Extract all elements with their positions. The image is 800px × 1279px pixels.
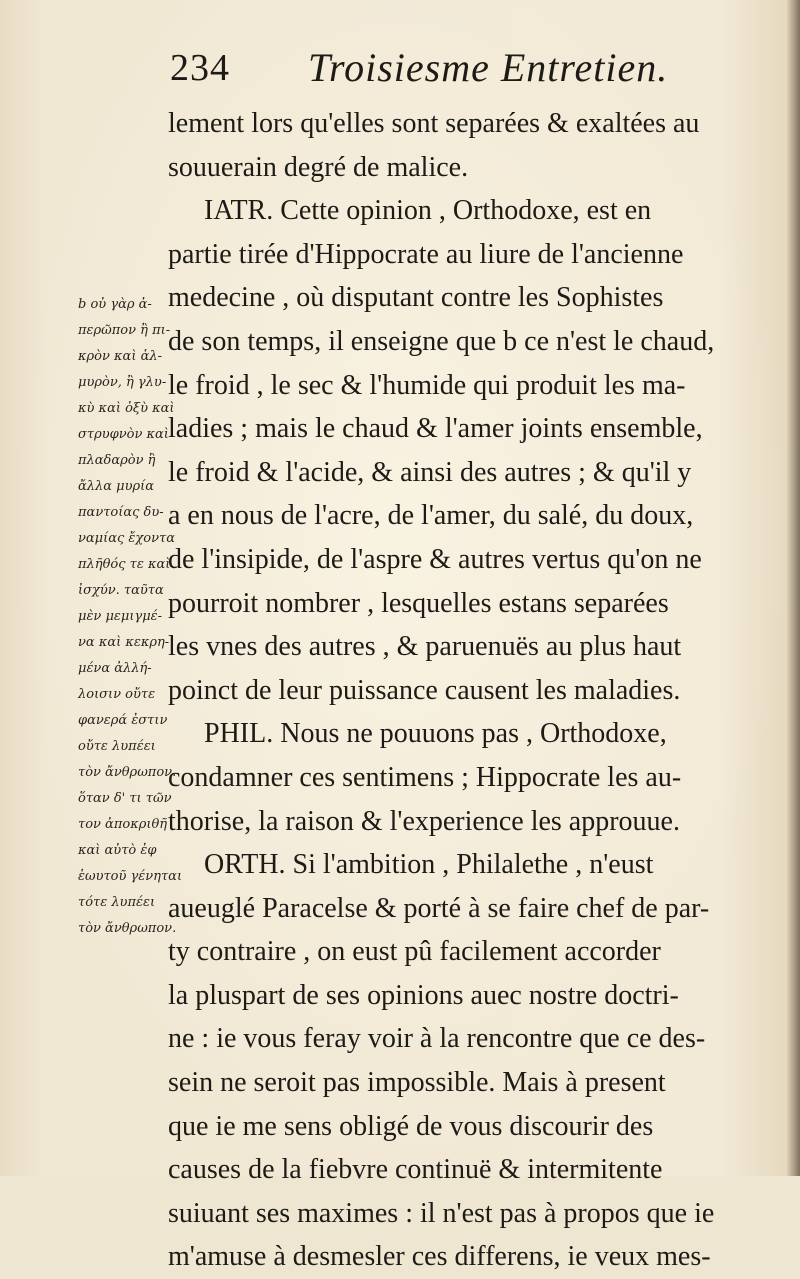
text-line: que ie me sens obligé de vous discourir des xyxy=(168,1110,654,1142)
text-line: condamner ces sentimens ; Hippocrate les au- xyxy=(168,761,682,793)
text-line: de l'insipide, de l'aspre & autres vertus qu'on ne xyxy=(168,543,702,575)
text-line: ORTH. Si l'ambition , Philalethe , n'eust xyxy=(204,849,654,881)
text-line: thorise, la raison & l'experience les approuue. xyxy=(168,805,680,837)
text-line: PHIL. Nous ne pouuons pas , Orthodoxe, xyxy=(204,718,667,750)
text-line: suiuant ses maximes : il n'est pas à propos que ie xyxy=(168,1197,715,1229)
note-line: λοισιν οὔτε xyxy=(78,687,156,702)
note-line: ἑωυτοῦ γένηται xyxy=(78,869,183,884)
running-head: Troisiesme Entretien. xyxy=(308,45,669,90)
body-text xyxy=(168,102,758,1279)
note-line: ναμίας ἔχοντα xyxy=(78,531,175,546)
note-line: πλῆθός τε καὶ xyxy=(78,557,171,572)
text-line: IATR. Cette opinion , Orthodoxe, est en xyxy=(204,195,652,227)
note-line: ὅταν δ' τι τῶν xyxy=(78,791,172,806)
text-line: souuerain degré de malice. xyxy=(168,151,469,183)
note-line: κρὸν καὶ ἁλ- xyxy=(78,349,162,364)
text-line: ty contraire , on eust pû facilement accorder xyxy=(168,936,661,968)
text-line: de son temps, il enseigne que b ce n'est le chaud, xyxy=(168,325,715,357)
note-line: μένα ἀλλή- xyxy=(78,661,152,676)
text-line: m'amuse à desmesler ces differens, ie veux mes- xyxy=(168,1241,711,1273)
text-line: poinct de leur puissance causent les maladies. xyxy=(168,674,681,706)
note-line: φανερά ἐστιν xyxy=(78,713,168,728)
note-line: να καὶ κεκρη- xyxy=(78,635,170,650)
note-line: οὔτε λυπέει xyxy=(78,739,156,754)
note-line: περῶπον ἢ πι- xyxy=(78,323,171,338)
text-line: aueuglé Paracelse & porté à se faire chef de par- xyxy=(168,892,710,924)
note-line: ἰσχύν. ταῦτα xyxy=(78,583,164,598)
note-line: πλαδαρὸν ἢ xyxy=(78,453,156,468)
text-line: pourroit nombrer , lesquelles estans separées xyxy=(168,587,669,619)
note-line: τὸν ἄνθρωπον. xyxy=(78,921,177,936)
note-line: τὸν ἄνθρωπον. xyxy=(78,765,177,780)
text-line: medecine , où disputant contre les Sophistes xyxy=(168,282,664,314)
note-line: ἄλλα μυρία xyxy=(78,479,155,494)
text-line: a en nous de l'acre, de l'amer, du salé, du doux, xyxy=(168,500,694,532)
page-edge-shadow xyxy=(786,0,800,1176)
note-line: μὲν μεμιγμέ- xyxy=(78,609,163,624)
note-line: τότε λυπέει xyxy=(78,895,156,910)
text-line: partie tirée d'Hippocrate au liure de l'ancienne xyxy=(168,238,684,270)
text-line: sein ne seroit pas impossible. Mais à present xyxy=(168,1067,666,1099)
margin-note-greek xyxy=(78,292,183,942)
text-line: ladies ; mais le chaud & l'amer joints ensemble, xyxy=(168,413,703,445)
note-line: b οὐ γὰρ ἀ- xyxy=(78,297,152,312)
text-line: ne : ie vous feray voir à la rencontre que ce des- xyxy=(168,1023,706,1055)
text-line: lement lors qu'elles sont separées & exaltées au xyxy=(168,108,700,139)
text-line: la pluspart de ses opinions auec nostre doctri- xyxy=(168,979,679,1011)
note-line: στρυφνὸν καὶ xyxy=(78,427,169,442)
note-line: μυρὸν, ἢ γλυ- xyxy=(78,375,167,390)
note-line: τον ἀποκριθῆ xyxy=(78,817,168,832)
text-line: causes de la fiebvre continuë & intermitente xyxy=(168,1154,663,1186)
page-number: 234 xyxy=(170,47,230,89)
text-line: le froid , le sec & l'humide qui produit les ma- xyxy=(168,369,686,401)
note-line: καὶ αὐτὸ ἐφ xyxy=(78,843,157,858)
note-line: παντοίας δυ- xyxy=(78,505,164,520)
text-line: le froid & l'acide, & ainsi des autres ; & qu'il y xyxy=(168,456,692,488)
note-line: κὺ καὶ ὀξὺ καὶ xyxy=(78,401,175,416)
page-header xyxy=(160,40,780,100)
text-line: les vnes des autres , & paruenuës au plus haut xyxy=(168,631,682,663)
